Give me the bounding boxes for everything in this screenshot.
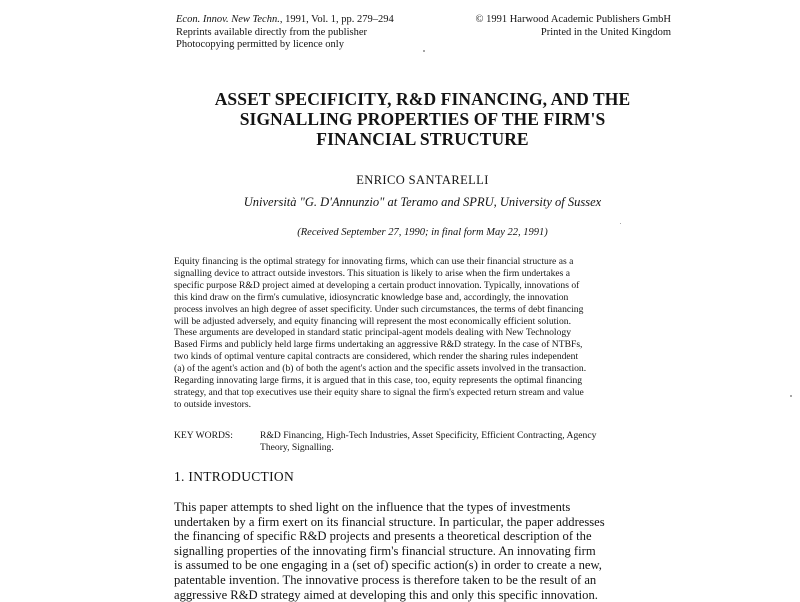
abstract-line: These arguments are developed in standard static principal-agent models dealing with New Technology [174,327,571,339]
body-line: is assumed to be one engaging in a (set of) specific action(s) in order to create a new, [174,558,602,573]
abstract [174,256,674,411]
abstract-line: to outside investors. [174,398,252,410]
scan-speck [620,223,621,224]
reprints-note: Reprints available directly from the publisher [176,26,367,38]
journal-details: , 1991, Vol. 1, pp. 279–294 [279,14,394,25]
keywords-line: R&D Financing, High-Tech Industries, Asset Specificity, Efficient Contracting, Agency [260,430,597,441]
abstract-line: this kind draw on the firm's cumulative, idiosyncratic knowledge base and, accordingly, the innovation [174,291,569,303]
keywords-line: Theory, Signalling. [260,441,334,453]
abstract-line: strategy, and that top executives use their equity share to signal the firm's expected return stream and value [174,386,584,398]
abstract-line: specific purpose R&D project aimed at developing a certain product innovation. Typically, innovations of [174,279,580,291]
photocopying-note: Photocopying permitted by licence only [176,39,344,50]
body-line: the financing of specific R&D projects and presents a theoretical description of the [174,529,592,544]
body-line: This paper attempts to shed light on the influence that the types of investments [174,500,571,514]
scan-speck [790,395,792,397]
abstract-line: signalling device to attract outside investors. This situation is likely to arise when the firm undertakes a [174,267,571,279]
body-text [174,500,674,602]
title-line: SIGNALLING PROPERTIES OF THE FIRM'S [239,109,606,129]
section-heading: 1. INTRODUCTION [174,469,294,484]
scan-speck [423,50,425,52]
author-name: ENRICO SANTARELLI [356,173,489,187]
title-line: FINANCIAL STRUCTURE [316,129,529,149]
keywords-list [260,430,680,454]
abstract-line: will be adjusted adversely, and equity financing will represent the most economically efficient solution. [174,315,571,327]
author-affiliation: Università "G. D'Annunzio" at Teramo and SPRU, University of Sussex [243,195,602,209]
abstract-line: Equity financing is the optimal strategy for innovating firms, which can use their financial structure as a [174,256,574,267]
journal-citation [176,14,466,27]
abstract-line: Regarding innovating large firms, it is argued that in this case, too, equity represents the optimal financing [174,375,583,387]
journal-name: Econ. Innov. New Techn. [176,14,280,25]
publisher-header [440,14,671,39]
abstract-line: (a) of the agent's action and (b) of both the agent's action and the specific assets involved in the transaction. [174,363,587,375]
abstract-line: two kinds of optimal venture capital contracts are considered, which render the sharing rules independent [174,351,579,363]
printed-line: Printed in the United Kingdom [540,26,671,38]
paper-title [150,89,695,149]
copyright-line: © 1991 Harwood Academic Publishers GmbH [475,14,671,25]
received-dates: (Received September 27, 1990; in final form May 22, 1991) [297,227,548,238]
body-line: signalling properties of the innovating firm's financial structure. An innovating firm [174,543,596,558]
keywords-label: KEY WORDS: [174,430,233,441]
body-line: undertaken by a firm exert on its financial structure. In particular, the paper addresses [174,514,605,529]
journal-header [176,14,466,52]
abstract-line: process involves an high degree of asset specificity. Under such circumstances, the terms of debt financing [174,303,584,315]
body-line: aggressive R&D strategy aimed at developing this and only this specific innovation. [174,587,598,602]
body-line: patentable invention. The innovative process is therefore taken to be the result of an [174,572,597,587]
title-line: ASSET SPECIFICITY, R&D FINANCING, AND THE [214,89,631,109]
abstract-line: Based Firms and publicly held large firms undertaking an aggressive R&D strategy. In the case of NTBFs, [174,339,583,351]
